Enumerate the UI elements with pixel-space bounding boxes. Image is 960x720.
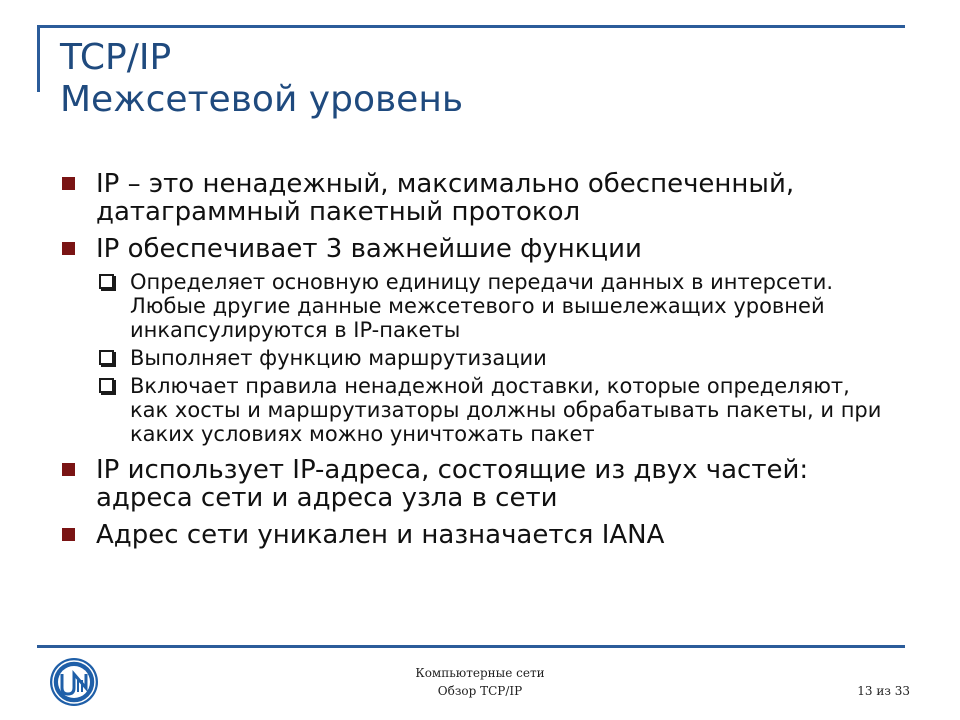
bullet-text: Адрес сети уникален и назначается IANA: [96, 520, 665, 550]
bullet-item: [62, 521, 892, 549]
checkbox-square-icon: [99, 350, 114, 365]
checkbox-square-icon: [99, 378, 114, 393]
university-logo-icon: [48, 656, 100, 708]
checkbox-square-icon: [99, 274, 114, 289]
bullet-square-icon: [62, 242, 75, 255]
bullet-item: [62, 456, 892, 512]
bullet-text: IP обеспечивает 3 важнейшие функции: [96, 234, 642, 264]
footer-topic: Обзор TCP/IP: [437, 684, 523, 698]
slide-title: [60, 37, 900, 121]
footer-caption: [380, 664, 580, 700]
sub-bullet-text: Выполняет функцию маршрутизации: [130, 346, 547, 370]
sub-bullet-item: [96, 346, 892, 370]
bullet-item: [62, 170, 892, 226]
page-number: 13 из 33: [857, 684, 910, 698]
frame-top-line: [37, 25, 905, 28]
title-line-2: Межсетевой уровень: [60, 79, 464, 120]
sub-bullet-text: Включает правила ненадежной доставки, которые определяют, как хосты и маршрутизаторы должны обрабатывать пакеты, и при каких условиях можно уничтожать пакет: [130, 374, 882, 446]
bullet-text: IP использует IP-адреса, состоящие из двух частей: адреса сети и адреса узла в сети: [96, 455, 809, 513]
sub-bullet-list: [62, 270, 892, 446]
title-line-1: TCP/IP: [60, 37, 172, 78]
footer-course-name: Компьютерные сети: [415, 666, 545, 680]
bullet-text: IP – это ненадежный, максимально обеспеченный, датаграммный пакетный протокол: [96, 169, 795, 227]
bullet-item: [62, 235, 892, 263]
frame-bottom-line: [37, 645, 905, 648]
bullet-list: [62, 170, 892, 558]
frame-left-line: [37, 25, 40, 92]
bullet-square-icon: [62, 177, 75, 190]
bullet-square-icon: [62, 463, 75, 476]
sub-bullet-item: [96, 270, 892, 342]
bullet-square-icon: [62, 528, 75, 541]
sub-bullet-item: [96, 374, 892, 446]
sub-bullet-text: Определяет основную единицу передачи данных в интерсети. Любые другие данные межсетевого и вышележащих уровней инкапсулируются в IP-пакеты: [130, 270, 834, 342]
